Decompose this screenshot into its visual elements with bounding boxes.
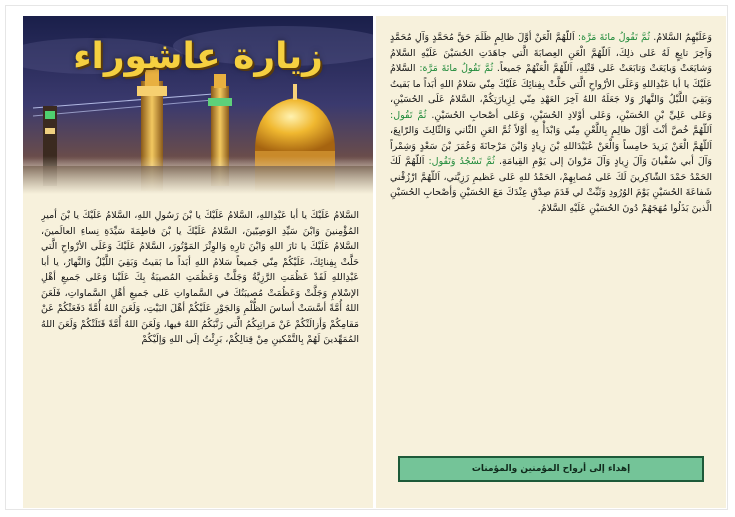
text-segment: اَللّهُمَّ خُصَّ أنْتَ أوَّلَ ظالِمٍ بِاللَّعْنِ مِنّي وَابْدَأْ بِهِ أوَّلاً ثُمَّ العَنِ الثّاني وَالثّالِثَ وَالرّابِعَ، اَللّهُمَّ الْعَنْ يَزيدَ خامِساً وَالْعَنْ عُبَيْدَاللهِ بْنَ زِيادٍ وَابْنَ مَرْجانَةَ وَعُمَرَ بْنَ سَعْدٍ وَشِمْراً وَآلَ أبي سُفْيانَ وَآلَ زِيادٍ وَآلَ مَرْوانَ إلى يَوْمِ القِيامَةِ. (390, 125, 712, 167)
left-page (23, 16, 373, 508)
text-segment: اَللّهُمَّ لَكَ الحَمْدُ حَمْدَ الشّاكِرينَ لَكَ عَلى مُصابِهِمْ، الحَمْدُ للهِ عَلى عَظيمِ رَزِيَّتي، اَللّهُمَّ ارْزُقْني شَفاعَةَ الحُسَيْنِ يَوْمَ الوُرُودِ وَثَبِّتْ لي قَدَمَ صِدْقٍ عِنْدَكَ مَعَ الحُسَيْنِ وَأصْحابِ الحُسَيْنِ الَّذينَ بَذَلُوا مُهَجَهُمْ دُونَ الحُسَيْنِ عَلَيْهِ السَّلامُ. (390, 156, 712, 214)
image-frame (5, 5, 728, 510)
right-page (376, 16, 726, 508)
instruction-text: ثُمَّ تَقُولُ مائةَ مَرَّة: (419, 63, 494, 74)
instruction-text: ثُمَّ تَقُول: (390, 109, 427, 121)
instruction-text: ثُمَّ تَقُولُ مائةَ مَرَّة: (577, 32, 651, 43)
dedication-banner: إهداء إلى أرواح المؤمنين والمؤمنات (398, 456, 704, 482)
ziyarat-card (23, 16, 726, 508)
right-text-block (390, 30, 712, 448)
instruction-text: ثُمَّ تَسْجُدُ وَتَقُول: (428, 156, 495, 167)
text-segment: السَّلامُ عَلَيْكَ يا أبا عَبْدِاللهِ وَعَلَى الأرْواحِ الَّتي حَلَّتْ بِفِنائِكَ عَلَيْكَ مِنّي سَلامُ اللهِ أبَداً ما بَقيتُ وَبَقِيَ اللَّيْلُ وَالنَّهارُ وَلا جَعَلَهُ اللهُ آخِرَ العَهْدِ مِنّي لِزِيارَتِكُمْ، السَّلامُ عَلَى الحُسَيْنِ، وَعَلى عَلِيِّ بْنِ الحُسَيْنِ، وَعَلى أوْلادِ الحُسَيْنِ، وَعَلى أصْحابِ الحُسَيْنِ. (390, 63, 712, 121)
page-title: زيارة عاشوراء (73, 36, 323, 77)
shrine-banner-image (23, 16, 373, 194)
text-segment: وَعَلَيْهِمُ السَّلامُ. (650, 32, 712, 43)
text-segment: اَللّهُمَّ الْعَنْ أوَّلَ ظالِمٍ ظَلَمَ حَقَّ مُحَمَّدٍ وَآلِ مُحَمَّدٍ وَآخِرَ تابِعٍ لَهُ عَلى ذلِكَ، اَللّهُمَّ الْعَنِ العِصابَةَ الَّتي جاهَدَتِ الحُسَيْنَ عَلَيْهِ السَّلامُ وَشايَعَتْ وَبايَعَتْ وَتابَعَتْ عَلى قَتْلِهِ، اَللّهُمَّ الْعَنْهُمْ جَميعاً. (390, 32, 712, 74)
left-text-block: السَّلامُ عَلَيْكَ يا أبا عَبْدِاللهِ، السَّلامُ عَلَيْكَ يا بْنَ رَسُولِ اللهِ، السَّلامُ عَلَيْكَ يا بْنَ أميرِ المُؤْمِنينَ وَابْنَ سَيِّدِ الوَصِيّينَ، السَّلامُ عَلَيْكَ يا بْنَ فاطِمَةَ سَيِّدَةِ نِساءِ العالَمينَ، السَّلامُ عَلَيْكَ يا ثارَ اللهِ وَابْنَ ثارِهِ وَالوِتْرَ المَوْتُورَ، السَّلامُ عَلَيْكَ وَعَلَى الأرْواحِ الَّتي حَلَّتْ بِفِنائِكَ، عَلَيْكُمْ مِنّي جَميعاً سَلامُ اللهِ أبَداً ما بَقيتُ وَبَقِيَ اللَّيْلُ وَالنَّهارُ، يا أبا عَبْدِاللهِ لَقَدْ عَظُمَتِ الرَّزِيَّةُ وَجَلَّتْ وَعَظُمَتِ المُصيبَةُ بِكَ عَلَيْنا وَعَلى جَميعِ أهْلِ الإسْلامِ وَجَلَّتْ وَعَظُمَتْ مُصيبَتُكَ في السَّماواتِ عَلى جَميعِ أهْلِ السَّماواتِ، فَلَعَنَ اللهُ أُمَّةً أسَّسَتْ أساسَ الظُّلْمِ وَالجَوْرِ عَلَيْكُمْ أهْلَ البَيْتِ، وَلَعَنَ اللهُ أُمَّةً دَفَعَتْكُمْ عَنْ مَقامِكُمْ وَأزالَتْكُمْ عَنْ مَراتِبِكُمُ الَّتي رَتَّبَكُمُ اللهُ فيها، وَلَعَنَ اللهُ أُمَّةً قَتَلَتْكُمْ وَلَعَنَ اللهُ المُمَهِّدينَ لَهُمْ بِالتَّمْكينِ مِنْ قِتالِكُمْ، بَرِئْتُ إلَى اللهِ وَإلَيْكُمْ (41, 210, 359, 345)
